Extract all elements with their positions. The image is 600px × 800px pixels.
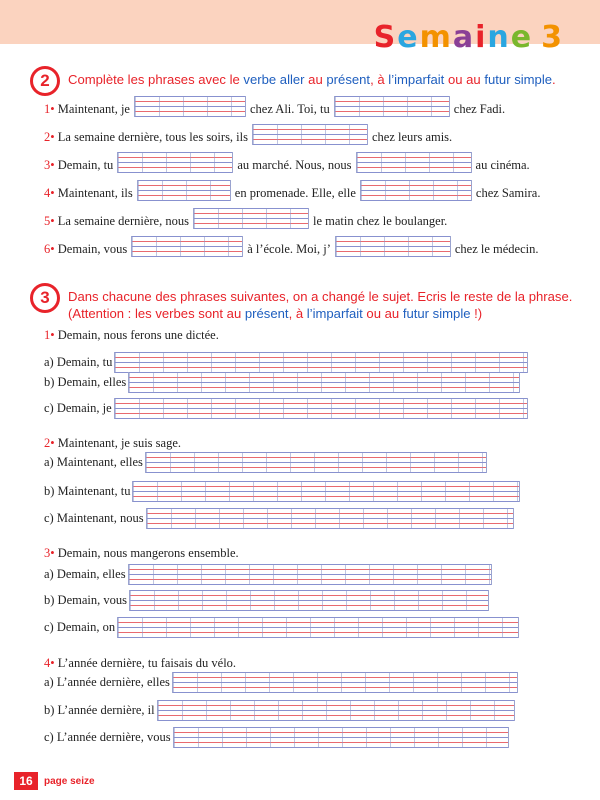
line-text: Maintenant, ils — [54, 186, 133, 200]
answer-grid[interactable] — [131, 236, 243, 257]
line-text: chez le médecin. — [454, 242, 539, 256]
instr-part: présent — [244, 306, 289, 321]
line-number: 3 — [44, 546, 51, 560]
bullet: • — [50, 158, 55, 172]
instr-line: Dans chacune des phrases suivantes, on a changé le sujet. Ecris le reste de la phrase. — [68, 289, 573, 304]
answer-grid[interactable] — [137, 180, 231, 201]
rewrite-line — [44, 398, 532, 419]
ex2-line — [44, 236, 539, 257]
page-footer — [14, 772, 95, 790]
rewrite-prompt: a) Demain, elles — [44, 567, 126, 581]
answer-grid[interactable] — [128, 372, 520, 393]
answer-grid[interactable] — [128, 564, 492, 585]
week-title-letter: S — [373, 20, 398, 55]
model-sentence — [44, 546, 239, 561]
instr-part: futur simple — [484, 72, 553, 87]
exercise-2-instruction — [68, 71, 556, 88]
week-title-letter: 3 — [541, 20, 564, 55]
answer-grid[interactable] — [157, 700, 515, 721]
instr-part: l’imparfait — [388, 72, 445, 87]
bullet: • — [50, 186, 55, 200]
answer-grid[interactable] — [145, 452, 487, 473]
line-text: à l’école. Moi, j’ — [247, 242, 331, 256]
sentence-text: Demain, nous mangerons ensemble. — [54, 546, 239, 560]
rewrite-line — [44, 372, 524, 393]
answer-grid[interactable] — [117, 617, 519, 638]
answer-grid[interactable] — [132, 481, 520, 502]
answer-grid[interactable] — [114, 398, 528, 419]
sentence-text: Maintenant, je suis sage. — [54, 436, 182, 450]
line-number: 3 — [44, 158, 51, 172]
line-text: Maintenant, je — [54, 102, 130, 116]
ex2-line — [44, 208, 447, 229]
line-number: 1 — [44, 328, 51, 342]
rewrite-prompt: b) Demain, vous — [44, 593, 127, 607]
instr-part: l’imparfait — [306, 306, 363, 321]
line-number: 4 — [44, 186, 51, 200]
instr-part: , à — [370, 72, 389, 87]
rewrite-prompt: c) Demain, on — [44, 620, 116, 634]
sentence-text: Demain, nous ferons une dictée. — [54, 328, 219, 342]
answer-grid[interactable] — [334, 96, 450, 117]
week-title-letter: e — [510, 20, 534, 55]
exercise-3-header — [30, 283, 572, 322]
bullet: • — [50, 546, 55, 560]
line-text: La semaine dernière, nous — [54, 214, 189, 228]
line-text: La semaine dernière, tous les soirs, ils — [54, 130, 248, 144]
line-number: 1 — [44, 102, 51, 116]
exercise-number: 3 — [30, 283, 60, 313]
line-text: le matin chez le boulanger. — [312, 214, 448, 228]
line-number: 4 — [44, 656, 51, 670]
week-title-letter: m — [419, 20, 453, 55]
instr-line — [68, 305, 572, 322]
line-text: chez Samira. — [475, 186, 541, 200]
rewrite-line — [44, 590, 493, 611]
instr-part: !) — [470, 306, 483, 321]
answer-grid[interactable] — [360, 180, 472, 201]
answer-grid[interactable] — [117, 152, 233, 173]
ex2-line — [44, 180, 540, 201]
instr-part: ou au — [444, 72, 485, 87]
bullet: • — [50, 242, 55, 256]
answer-grid[interactable] — [356, 152, 472, 173]
answer-grid[interactable] — [129, 590, 489, 611]
rewrite-line — [44, 564, 496, 585]
line-text: chez leurs amis. — [372, 130, 453, 144]
line-number: 2 — [44, 436, 51, 450]
ex2-line — [44, 124, 452, 145]
ex2-line — [44, 152, 530, 173]
page-number-words: page seize — [44, 775, 95, 787]
week-title-letter: a — [452, 20, 476, 55]
line-text: Demain, vous — [54, 242, 128, 256]
rewrite-line — [44, 700, 519, 721]
answer-grid[interactable] — [172, 672, 518, 693]
line-text: chez Ali. Toi, tu — [249, 102, 330, 116]
rewrite-prompt: c) Demain, je — [44, 401, 112, 415]
instr-part: . — [552, 72, 556, 87]
bullet: • — [50, 130, 55, 144]
instr-part: , à — [288, 306, 307, 321]
line-text: au cinéma. — [475, 158, 530, 172]
page-number: 16 — [14, 772, 38, 790]
rewrite-line — [44, 352, 532, 373]
week-title-letter: i — [475, 20, 488, 55]
rewrite-line — [44, 508, 518, 529]
answer-grid[interactable] — [335, 236, 451, 257]
rewrite-prompt: b) L’année dernière, il — [44, 703, 155, 717]
sentence-text: L’année dernière, tu faisais du vélo. — [54, 656, 237, 670]
rewrite-prompt: b) Demain, elles — [44, 375, 127, 389]
instr-part: ou au — [362, 306, 403, 321]
rewrite-line — [44, 727, 513, 748]
line-text: chez Fadi. — [453, 102, 506, 116]
model-sentence — [44, 436, 181, 451]
exercise-3-instruction — [68, 288, 572, 322]
rewrite-prompt: a) Maintenant, elles — [44, 455, 143, 469]
bullet: • — [50, 436, 55, 450]
bullet: • — [50, 656, 55, 670]
rewrite-prompt: a) Demain, tu — [44, 355, 113, 369]
rewrite-line — [44, 481, 524, 502]
instr-part: verbe aller — [243, 72, 305, 87]
instr-part: Complète les phrases avec le — [68, 72, 244, 87]
model-sentence — [44, 656, 236, 671]
instr-part: au — [304, 72, 327, 87]
week-title-letter: e — [397, 20, 420, 55]
rewrite-prompt: a) L’année dernière, elles — [44, 675, 170, 689]
instr-part: futur simple — [402, 306, 471, 321]
rewrite-line — [44, 617, 523, 638]
line-number: 5 — [44, 214, 51, 228]
answer-grid[interactable] — [114, 352, 528, 373]
answer-grid[interactable] — [134, 96, 246, 117]
week-title-letter: n — [487, 20, 511, 55]
line-text: au marché. Nous, nous — [237, 158, 352, 172]
ex2-line — [44, 96, 505, 117]
rewrite-prompt: c) Maintenant, nous — [44, 511, 144, 525]
rewrite-prompt: b) Maintenant, tu — [44, 484, 131, 498]
rewrite-line — [44, 452, 491, 473]
instr-part: (Attention : les verbes sont au — [68, 306, 245, 321]
model-sentence — [44, 328, 219, 343]
rewrite-line — [44, 672, 522, 693]
bullet: • — [50, 214, 55, 228]
line-text: en promenade. Elle, elle — [234, 186, 356, 200]
answer-grid[interactable] — [252, 124, 368, 145]
answer-grid[interactable] — [193, 208, 309, 229]
rewrite-prompt: c) L’année dernière, vous — [44, 730, 171, 744]
answer-grid[interactable] — [173, 727, 509, 748]
line-text: Demain, tu — [54, 158, 114, 172]
instr-part: présent — [326, 72, 371, 87]
answer-grid[interactable] — [146, 508, 514, 529]
line-number: 2 — [44, 130, 51, 144]
exercise-number: 2 — [30, 66, 60, 96]
line-number: 6 — [44, 242, 51, 256]
exercise-2-header — [30, 66, 556, 96]
bullet: • — [50, 328, 55, 342]
week-title — [374, 20, 564, 55]
bullet: • — [50, 102, 55, 116]
